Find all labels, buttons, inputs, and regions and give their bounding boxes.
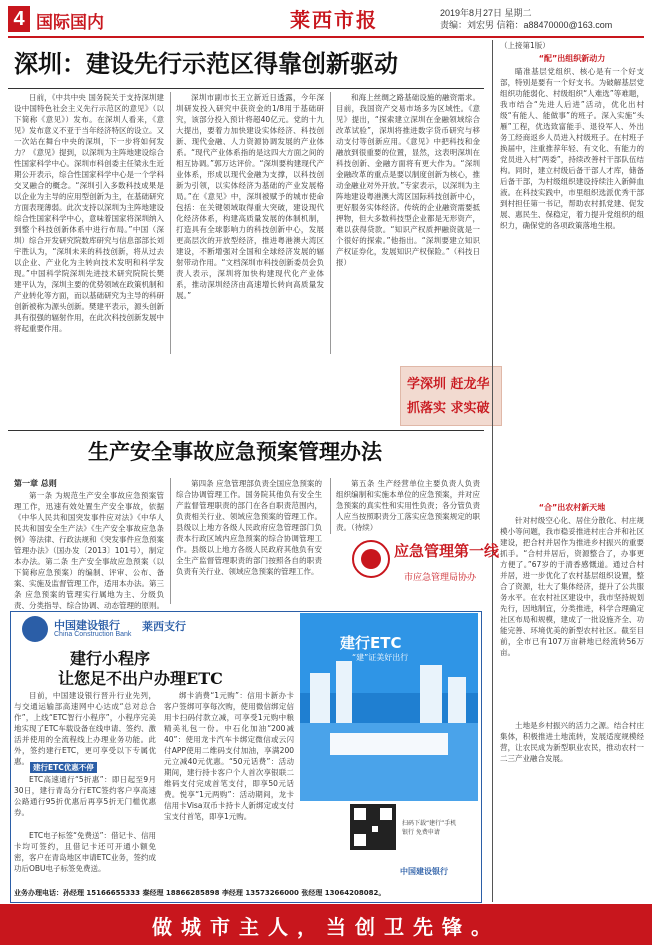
slogan-line1: 学深圳 赶龙华 — [407, 377, 490, 392]
right-heading1: “配”出组织新动力 — [538, 54, 606, 63]
ccb-logo-icon — [22, 616, 48, 642]
ad-image-subtitle: “建”证美好出行 — [352, 653, 409, 662]
ad-text-a: ETC高速通行“5折惠”：即日起至9月30日，建行青岛分行ETC签约客户享高速公路通行95折优惠后再享5折无门槛优惠券。 — [14, 775, 156, 817]
qr-code-icon — [350, 804, 396, 850]
paper-masthead: 莱西市报 — [290, 8, 378, 32]
ad-promo-tag: 建行ETC优惠不停 — [30, 762, 97, 773]
article1-col1: 日前，《中共中央 国务院关于支持深圳建设中国特色社会主义先行示范区的意见》（以下简称《意见》）发布。在深圳人看来，《意见》发布意义不亚于当年经济特区的设立。又一次站在舞台中央的深圳，下一步将如何发力？《意见》提到，以深圳为主阵地建设综合性国家科学中心。深圳市科创委主任梁永生近期公开表示，综合性国家科学中心是一个学科交叉融合的概念。“深圳引入多数科技成果是以企业为主导的应用型创新为主，在基础研究方面表现薄弱。此次支持以深圳为主阵地建设综合性国家科学中心，意味着国家将深圳纳入到整个科技创新体系中进行布局。”中国（深圳）综合开发研究院数库研究与信息部部长刘宇胜认为，“深圳未来的科技创新，将从过去以企业、产业化为主转向技术发明和科学发现。”中国科学院深圳先进技术研究院院长樊建平认为，深圳主要的优势领域在政策机制和产业转化等方面，而以基础研究为主导的科研创新被称为源头创新。樊建平表示，源头创新具有很强的辐射作用，在此次科技创新发展中将起重要作用。 — [14, 93, 164, 333]
footer-slogan: 做城市主人，当创卫先锋。 — [152, 915, 500, 939]
article1-col2: 深圳市副市长王立新近日透露，今年深圳研发投入研究中获资金的1/8用于基础研究，该部分投入预计将超40亿元。党的十九大提出，要着力加快建设实体经济、科技创新、现代金融、人力资源协调发展的产业体系。“现代产业体系指的是这四大方面之间的相互协调。”郭万达评价。“深圳要构建现代产业体系，形成以现代金融为支撑，以科技创新为引领，以实体经济为基础的产业发展格局。”在《意见》中，深圳被赋予的城市使命包括：在关键领域取得重大突破，建设现代化经济体系，构建高质量发展的体制机制，打造具有全球影响力的科技创新中心，发展更高层次的开放型经济，推进粤港澳大湾区建设，不断增强对全国和全球经济发展的辐射带动作用。“文档深圳市科技创新委员会负责人表示，深圳将加快构建现代化产业体系，推动深圳经济由高速增长转向高质量发展。” — [176, 93, 324, 300]
divider — [8, 88, 484, 89]
editor-info: 责编：刘宏男 信箱：a88470000@163.com — [440, 20, 613, 30]
column-divider — [492, 40, 493, 902]
ad-contact-line: 业务办理电话：孙经理 15166655333 秦经理 18866285898 李经理 13573266000 张经理 13064208082。 — [14, 889, 386, 897]
section-title: 国际国内 — [36, 13, 104, 32]
ad-image-title: 建行ETC — [340, 634, 402, 652]
ad-branch-name: 莱西支行 — [142, 620, 186, 633]
emergency-column-title: 应急管理第一线 — [394, 542, 500, 560]
article2-headline: 生产安全事故应急预案管理办法 — [88, 439, 382, 464]
ad-bank-name: 中国建设银行 — [54, 619, 120, 632]
article1-col3: 和海上丝绸之路基础设施的融资需求。目前，我国资产交易市场多为区域性。《意见》提出，“探索建立深圳在金融领域综合改革试验”，深圳将推进数字货币研究与移动支付等创新应用。《意见》中把科技和金融放到很重要的位置，显然，这表明深圳在科技创新、金融方面将有更大作为。“深圳金融改革的重点是要以制度创新为核心，推动金融业对外开放。”专家表示，以深圳为主阵地建设粤港澳大湾区国际科技创新中心，更好服务实体经济。传统的企业融资需要抵押物，但大多数科技型企业都是无形资产，难以获得贷款。“知识产权质押融资就是一个很好的探索。”他指出。“深圳要建立知识产权证券化，发展知识产权保险。”（科技日报） — [336, 93, 480, 267]
article2-chapter: 第一章 总则 — [14, 479, 57, 488]
slogan-line2: 抓落实 求实破 — [407, 401, 490, 416]
article2-col3: 第五条 生产经营单位主要负责人负责组织编制和实施本单位的应急预案，并对应急预案的真实性和实用性负责；各分管负责人应当按照职责分工落实应急预案规定的职责。（待续） — [336, 479, 480, 532]
ad-text-b: ETC电子标签“免费送”：借记卡、信用卡均可签约，且借记卡还可开通小额免密，客户在青岛地区申请ETC业务，签约成功后OBU电子标签免费送。 — [14, 831, 156, 873]
article1-headline: 深圳：建设先行示范区得靠创新驱动 — [14, 49, 398, 78]
ad-intro: 目前，中国建设银行晋升行业先列，与交通运输部高速网中心达成“总对总合作”，上线“ETC智行小程序”，小程序完美地实现了ETC车载设备在线申请、签约、激活并使用的全流程线上办理业务功能。此外，签约建行ETC，更可享受以下专属优惠。 — [14, 691, 156, 766]
divider — [330, 478, 331, 534]
divider — [8, 430, 484, 431]
divider — [330, 92, 331, 354]
ad-title: 建行小程序 — [70, 649, 151, 668]
ad-subtitle: 让您足不出户办理ETC — [58, 669, 223, 688]
issue-date: 2019年8月27日 星期二 — [440, 8, 532, 18]
slogan-box — [400, 366, 502, 426]
page-number: 4 — [8, 6, 30, 32]
right-body1: 瞄准基层党组织、核心是有一个好支部，特别是要有一个好支书。为破解基层党组织功能弱化、村级组织“人难选”等难题，我市结合“先进人后进”活动，优化出村级“有能人、能做事”的班子。深入实施“头雁”工程，优选致富能手、退役军人、外出务工经商返乡人员进入村级班子。在村班子换届中，注重推荐年轻、有文化、有能力的党员进入村“两委”，持续改善村干部队伍结构。同时，建立村级后备干部人才库，储备后备干部，为村级组织建设持续注入新鲜血液。在科技实践中，市里组织选派优秀干部到村担任第一书记，帮助农村抓党建、促发展、惠民生、保稳定，着力提升党组织的组织力，确保党的各项政策落地生根。 — [500, 67, 644, 230]
ad-footer-logo: 中国建设银行 — [400, 867, 448, 876]
ad-col2: 绑卡消费“1元购”：信用卡新办卡客户签绑可享每次购，使用微信绑定信用卡扫码付款立减，可享受1元购中粮精美礼包一份。中石化加油“200减40”：使用龙卡汽车卡绑定微信或云闪付APP使用二维码支付加油，享满200元立减40元优惠。“50元话费”：活动期间，建行持卡客户个人首次享银联二维码支付完成首笔支付，即享50元话费。悦享“1元两购”：活动期间，龙卡信用卡Visa双币卡持卡人新绑定或支付宝支付首笔，即享1元购。 — [164, 691, 294, 821]
emergency-emblem-icon — [352, 540, 390, 578]
right-body3: 土地是乡村振兴的活力之源。结合村庄集体，积极推进土地流转，发展适度规模经营，让农民成为新型职业农民，推动农村一二三产业融合发展。 — [500, 721, 644, 763]
emergency-column-sponsor: 市应急管理局协办 — [404, 573, 477, 583]
article2-col1: 第一条 为规范生产安全事故应急预案管理工作，迅速有效处置生产安全事故，依据《中华人民共和国突发事件应对法》《中华人民共和国安全生产法》《生产安全事故应急条例》等法律、行政法规和《突发事件应急预案管理办法》（国办发〔2013〕101号），制定本办法。第二条 生产安全事故应急预案（以下简称应急预案）的编制、评审、公布、备案、实施及监督管理工作，适用本办法。第三条 应急预案的管理实行属地为主、分级负责、分类指导、综合协调、动态管理的原则。 — [14, 491, 164, 610]
continued-note: （上接第1版） — [500, 41, 550, 50]
header-rule — [8, 36, 644, 38]
divider — [170, 92, 171, 354]
article2-col2: 第四条 应急管理部负责全国应急预案的综合协调管理工作。国务院其他负有安全生产监督管理职责的部门在各自职责范围内，负责相关行业、领域应急预案的管理工作。县级以上地方各级人民政府应急管理部门负责本行政区域内应急预案的综合协调管理工作。县级以上地方各级人民政府其他负有安全生产监督管理职责的部门按照各自的职责负责有关行业、领域应急预案的管理工作。 — [176, 479, 322, 576]
right-body2: 针对村级空心化、居住分散化、村庄规模小等问题，我市稳妥推进村庄合并和社区建设，把合村并居作为推进乡村振兴的重要抓手。“合村并居后，资源整合了，办事更方便了。”67岁的于清香感慨道。通过合村并居，进一步优化了农村基层组织设置，整合了资源，壮大了集体经济，提升了公共服务水平。在农村社区建设中，我市坚持规划先行，因地制宜，分类推进，科学合理确定社区布局和规模，建成了一批设施齐全、功能完善、环境优美的新型农村社区。截至目前，全市已有107万亩耕地已经流转56万亩。 — [500, 516, 644, 657]
divider — [170, 478, 171, 604]
right-heading2: “合”出农村新天地 — [538, 503, 606, 512]
qr-caption: 扫码下载“建行”手机银行 免费申请 — [402, 820, 457, 836]
ad-bank-name-en: China Construction Bank — [54, 631, 132, 638]
